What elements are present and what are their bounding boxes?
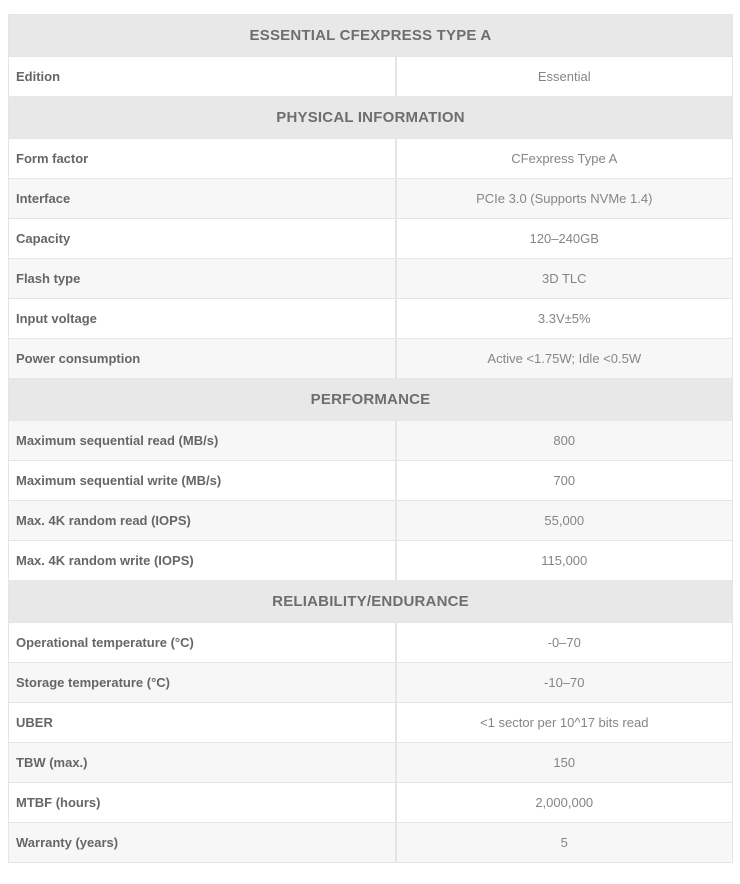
spec-value: 120–240GB — [396, 219, 733, 259]
spec-label: Operational temperature (°C) — [9, 623, 396, 663]
spec-value: 2,000,000 — [396, 783, 733, 823]
table-title-row — [9, 15, 733, 57]
spec-row — [9, 783, 733, 823]
spec-row — [9, 743, 733, 783]
spec-label: Flash type — [9, 259, 396, 299]
spec-label: Storage temperature (°C) — [9, 663, 396, 703]
spec-row — [9, 339, 733, 379]
spec-value: -0–70 — [396, 623, 733, 663]
spec-value: 3D TLC — [396, 259, 733, 299]
spec-value: 5 — [396, 823, 733, 863]
spec-value: 700 — [396, 461, 733, 501]
spec-label: Capacity — [9, 219, 396, 259]
spec-label: TBW (max.) — [9, 743, 396, 783]
spec-row — [9, 663, 733, 703]
spec-value: Essential — [396, 57, 733, 97]
spec-row — [9, 501, 733, 541]
spec-label: Form factor — [9, 139, 396, 179]
spec-value: <1 sector per 10^17 bits read — [396, 703, 733, 743]
spec-label: Maximum sequential read (MB/s) — [9, 421, 396, 461]
spec-row — [9, 219, 733, 259]
spec-row — [9, 823, 733, 863]
spec-label: Input voltage — [9, 299, 396, 339]
spec-label: UBER — [9, 703, 396, 743]
spec-table-body — [9, 15, 733, 863]
spec-label: Maximum sequential write (MB/s) — [9, 461, 396, 501]
spec-value: CFexpress Type A — [396, 139, 733, 179]
spec-label: Max. 4K random read (IOPS) — [9, 501, 396, 541]
section-header-label: RELIABILITY/ENDURANCE — [9, 581, 733, 623]
spec-row — [9, 139, 733, 179]
spec-row — [9, 421, 733, 461]
spec-label: Edition — [9, 57, 396, 97]
section-header-row — [9, 581, 733, 623]
spec-row — [9, 259, 733, 299]
spec-table — [8, 14, 733, 863]
spec-row — [9, 179, 733, 219]
spec-value: 800 — [396, 421, 733, 461]
table-title: ESSENTIAL CFEXPRESS TYPE A — [9, 15, 733, 57]
spec-value: 150 — [396, 743, 733, 783]
spec-label: Interface — [9, 179, 396, 219]
section-header-label: PERFORMANCE — [9, 379, 733, 421]
spec-value: 55,000 — [396, 501, 733, 541]
section-header-label: PHYSICAL INFORMATION — [9, 97, 733, 139]
spec-value: PCIe 3.0 (Supports NVMe 1.4) — [396, 179, 733, 219]
spec-label: Power consumption — [9, 339, 396, 379]
spec-value: Active <1.75W; Idle <0.5W — [396, 339, 733, 379]
spec-label: Max. 4K random write (IOPS) — [9, 541, 396, 581]
spec-label: Warranty (years) — [9, 823, 396, 863]
spec-row — [9, 623, 733, 663]
spec-row — [9, 57, 733, 97]
spec-row — [9, 541, 733, 581]
spec-value: 3.3V±5% — [396, 299, 733, 339]
spec-row — [9, 299, 733, 339]
section-header-row — [9, 97, 733, 139]
spec-row — [9, 461, 733, 501]
section-header-row — [9, 379, 733, 421]
spec-value: 115,000 — [396, 541, 733, 581]
spec-value: -10–70 — [396, 663, 733, 703]
spec-label: MTBF (hours) — [9, 783, 396, 823]
spec-row — [9, 703, 733, 743]
